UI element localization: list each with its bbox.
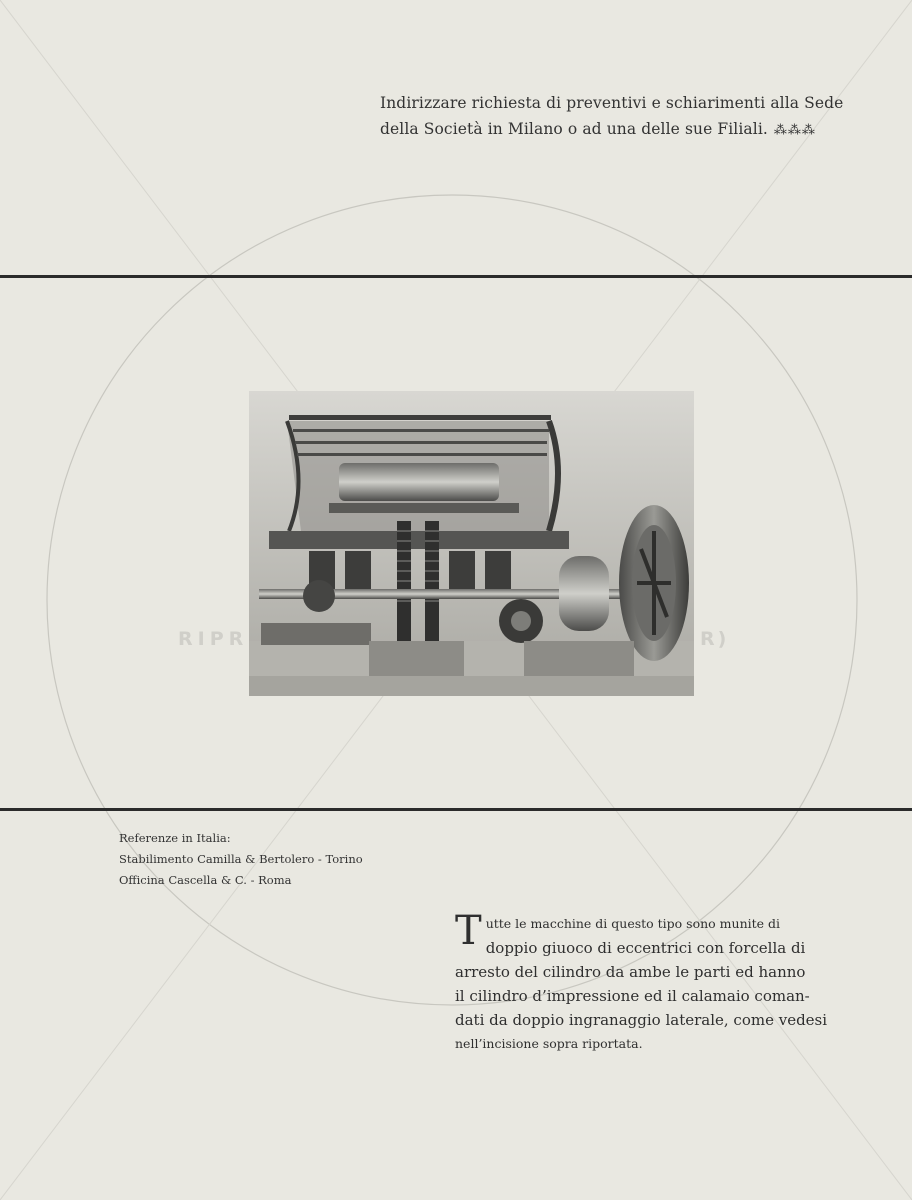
references-heading: Referenze in Italia: (119, 831, 231, 845)
paragraph-line: nell’incisione sopra riportata. (455, 1036, 643, 1051)
reproduction-watermark-right (700, 628, 729, 650)
watermark-text-left: RIPR (178, 628, 249, 650)
drop-cap: T (455, 908, 482, 954)
intro-line-1: Indirizzare richiesta di preventivi e schiarimenti alla Sede (380, 94, 844, 112)
machine-photograph (249, 391, 694, 696)
references-block (119, 828, 419, 891)
fleuron-ornament: ⁂⁂⁂ (773, 123, 816, 138)
paragraph-line: arresto del cilindro da ambe le parti ed hanno (455, 963, 806, 981)
intro-text (380, 90, 844, 144)
paragraph-line: doppio giuoco di eccentrici con forcella di (485, 939, 806, 957)
reference-item: Officina Cascella & C. - Roma (119, 873, 292, 887)
watermark-text-right: R) (700, 628, 730, 650)
paragraph-line: dati da doppio ingranaggio laterale, come vedesi (455, 1011, 828, 1029)
bottom-rule (0, 808, 912, 811)
top-rule (0, 275, 912, 278)
intro-line-2-text: della Società in Milano o ad una delle sue Filiali. (380, 120, 768, 138)
reference-item: Stabilimento Camilla & Bertolero - Torino (119, 852, 363, 866)
intro-line-2 (380, 116, 820, 144)
paragraph-line: utte le macchine di questo tipo sono munite di (485, 916, 781, 931)
printing-press-illustration (249, 391, 694, 696)
description-paragraph (455, 908, 828, 1056)
paragraph-line: il cilindro d’impressione ed il calamaio coman- (455, 987, 810, 1005)
reproduction-watermark (178, 628, 248, 650)
